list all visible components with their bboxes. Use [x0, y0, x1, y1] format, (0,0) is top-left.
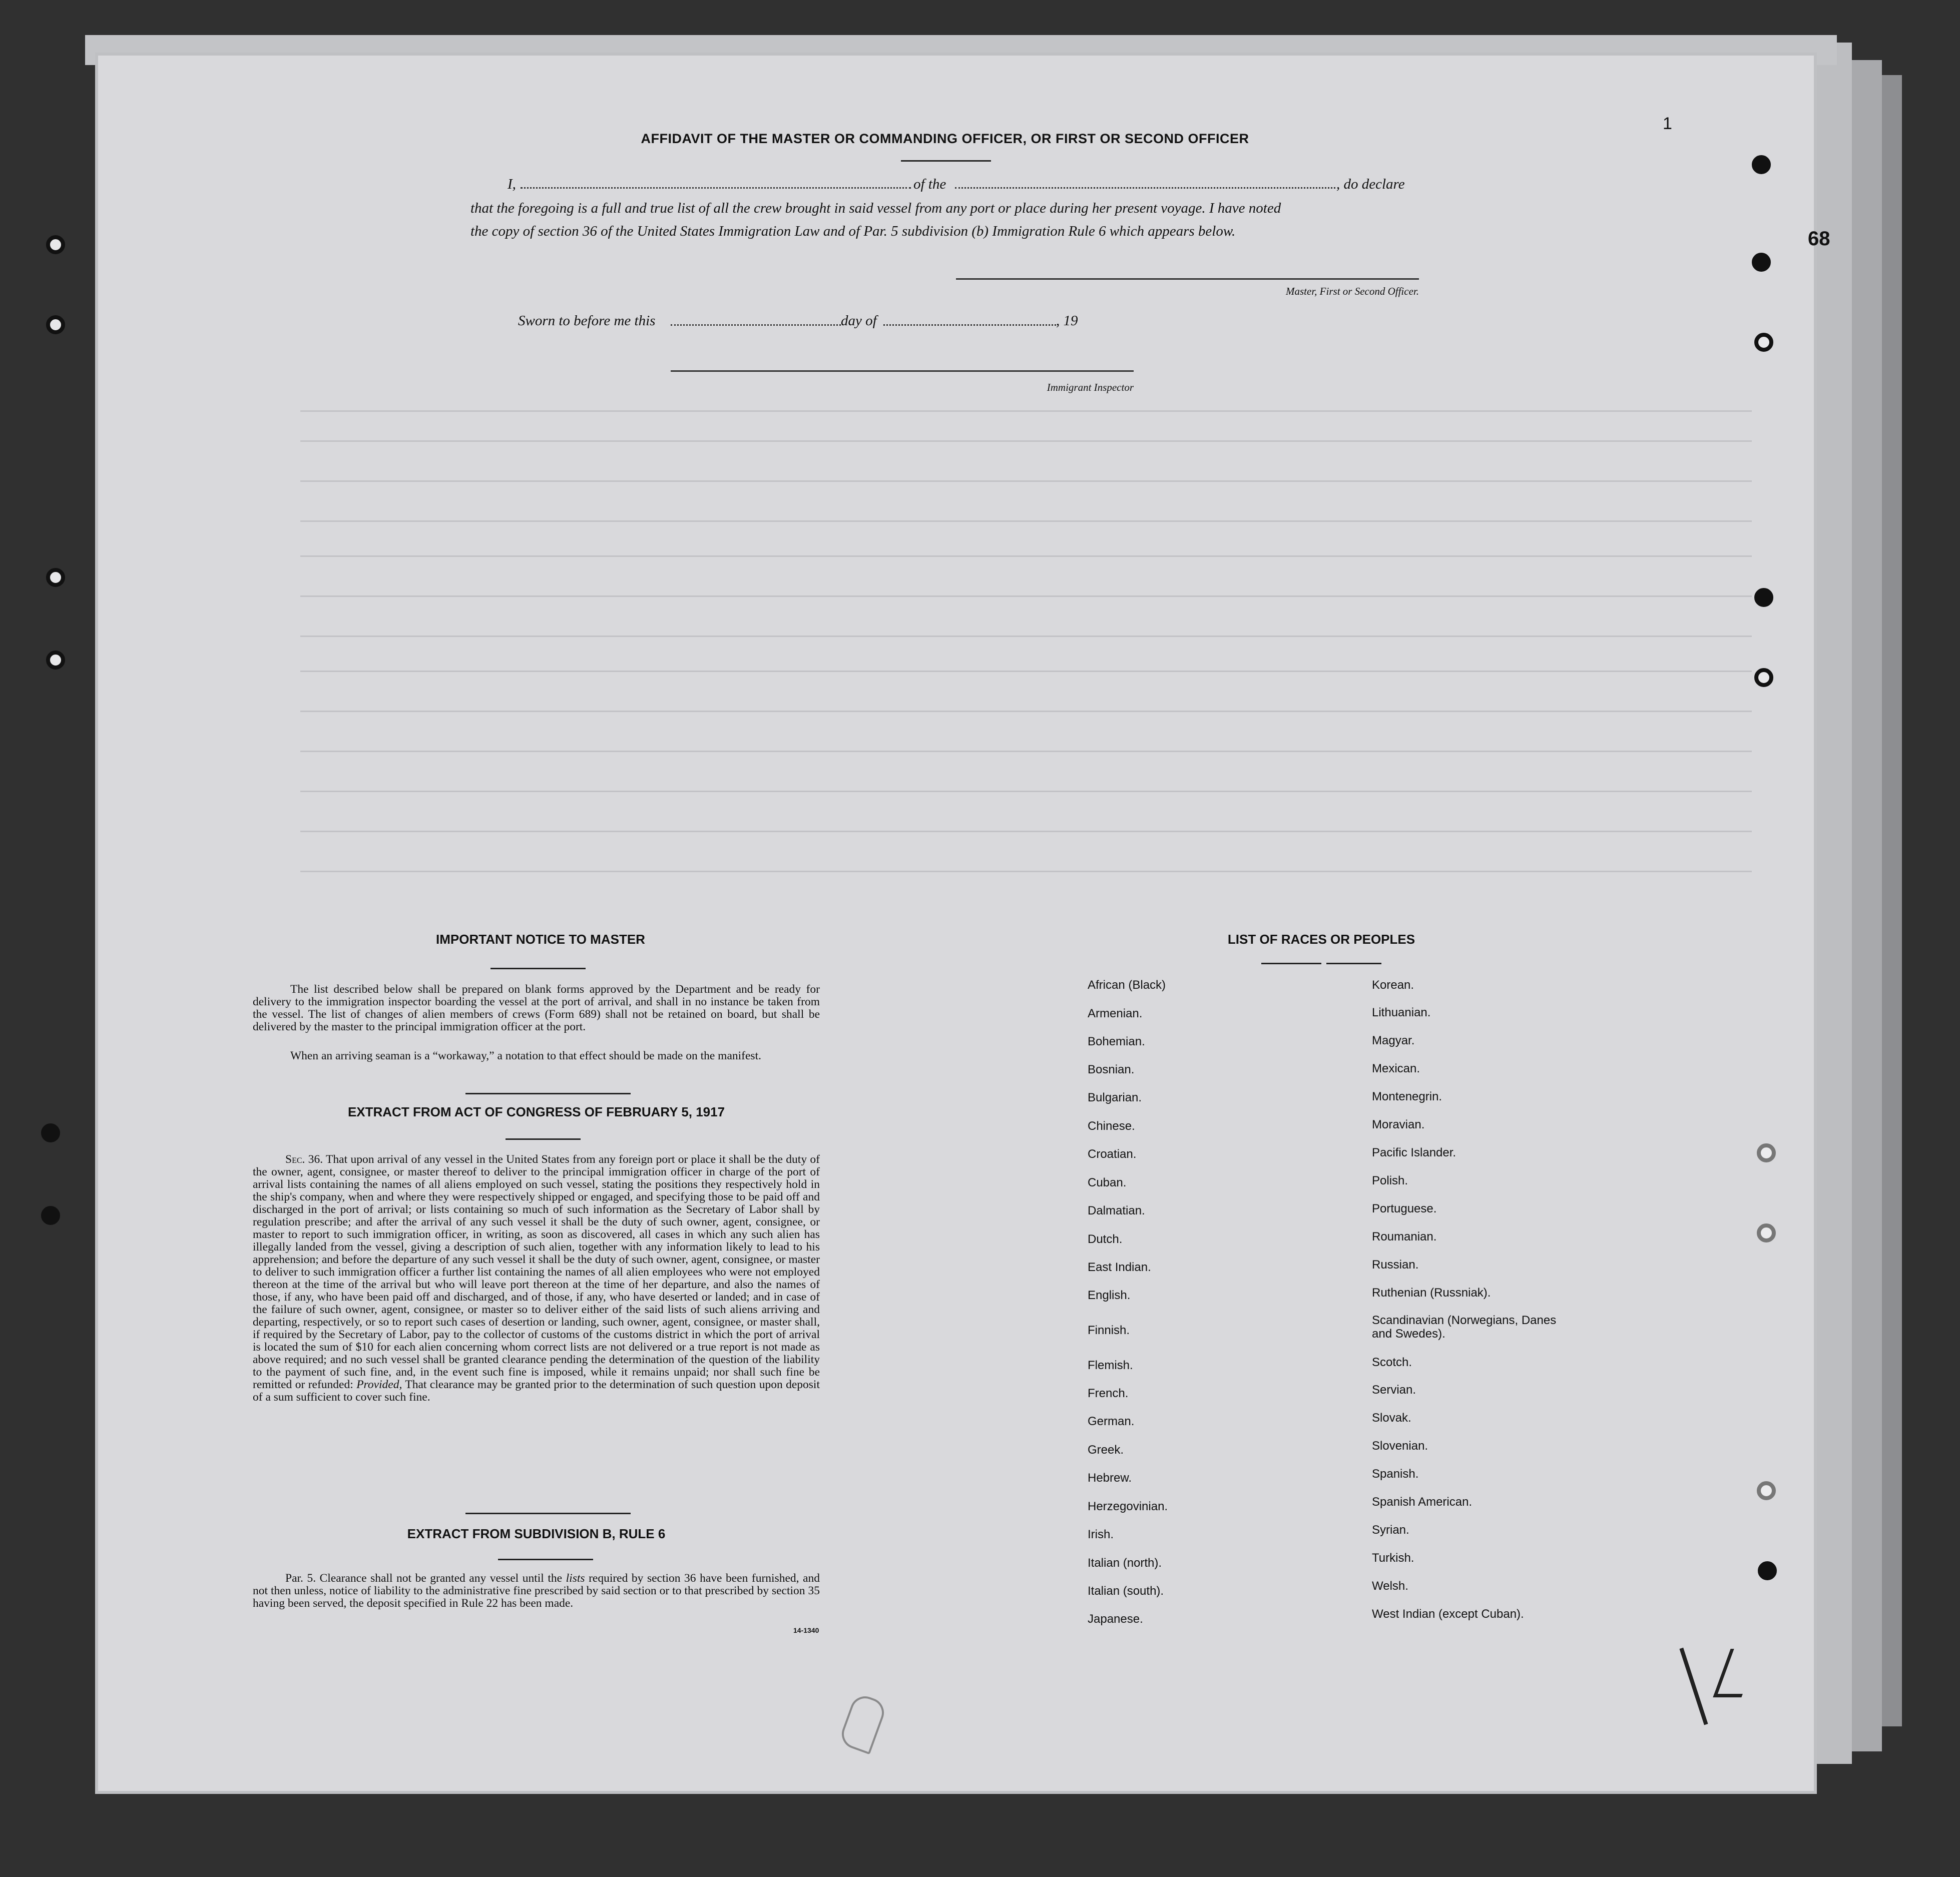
race-item: Pacific Islander. — [1372, 1146, 1456, 1159]
punch-hole — [46, 315, 65, 334]
vessel-blank[interactable] — [955, 187, 1335, 189]
ghost-row — [300, 711, 1752, 712]
punch-hole — [46, 235, 65, 254]
race-item: East Indian. — [1088, 1261, 1151, 1274]
race-item: Herzegovinian. — [1088, 1500, 1168, 1513]
punch-hole — [1754, 333, 1773, 352]
sworn-year: , 19 — [1056, 313, 1078, 329]
race-item: Ruthenian (Russniak). — [1372, 1286, 1491, 1300]
punch-hole — [1758, 1561, 1777, 1580]
race-item: Armenian. — [1088, 1007, 1143, 1020]
act-extract-end: That clearance may be granted prior to the determination of such question upon deposit of a sum sufficient to cover such fine. — [253, 1378, 820, 1404]
ghost-row — [300, 520, 1752, 522]
race-item: Servian. — [1372, 1383, 1416, 1397]
race-item: Finnish. — [1088, 1324, 1130, 1337]
sworn-day-of: day of — [841, 313, 877, 329]
race-item: Spanish. — [1372, 1467, 1419, 1481]
race-item: English. — [1088, 1289, 1131, 1302]
provided-word: Provided, — [356, 1378, 402, 1391]
punch-hole — [1757, 1481, 1776, 1500]
race-item: Roumanian. — [1372, 1230, 1437, 1243]
affidavit-declare: , do declare — [1336, 176, 1405, 192]
punch-hole — [1752, 155, 1771, 174]
edge-number: 68 — [1808, 228, 1830, 250]
sec-label: Sec. — [285, 1153, 305, 1166]
act-extract-underline — [506, 1138, 581, 1140]
affidavit-i: I, — [508, 176, 516, 192]
race-item: Cuban. — [1088, 1176, 1127, 1189]
sworn-month-blank[interactable] — [883, 324, 1056, 326]
affidavit-of-the: of the — [913, 176, 946, 192]
ghost-row — [300, 831, 1752, 832]
ghost-row — [300, 440, 1752, 442]
race-item: Japanese. — [1088, 1612, 1143, 1626]
race-item: Bohemian. — [1088, 1035, 1145, 1048]
notice-title: IMPORTANT NOTICE TO MASTER — [436, 932, 645, 947]
ghost-row — [300, 751, 1752, 752]
affidavit-line-2: that the foregoing is a full and true list of all the crew brought in said vessel from any port or place during her present voyage. I have noted — [470, 200, 1281, 216]
notice-paragraph-1: The list described below shall be prepared on blank forms approved by the Department and be ready for delivery to the immigration inspector boarding the vessel at the port of arrival, and shall in no instance be taken from the vessel. The list of changes of alien members of crews (Form 689) shall not be retained on board, but shall be delivered by the master to the principal immigration officer at the port. — [253, 983, 820, 1033]
notice-paragraph-2: When an arriving seaman is a “workaway,” a notation to that effect should be made on the manifest. — [290, 1049, 761, 1062]
form-number: 14-1340 — [793, 1626, 819, 1634]
notice-underline — [491, 968, 586, 969]
race-item: Scandinavian (Norwegians, Danes and Swedes). — [1372, 1314, 1557, 1341]
race-item: Moravian. — [1372, 1118, 1425, 1131]
inspector-label: Immigrant Inspector — [1047, 381, 1134, 393]
race-item: Irish. — [1088, 1528, 1114, 1541]
race-item: Dalmatian. — [1088, 1204, 1145, 1217]
race-item: Flemish. — [1088, 1359, 1133, 1372]
race-item: French. — [1088, 1387, 1129, 1400]
punch-hole — [46, 568, 65, 587]
race-item: Slovenian. — [1372, 1439, 1428, 1453]
race-item: Syrian. — [1372, 1523, 1409, 1537]
inspector-signature-line[interactable] — [671, 370, 1134, 372]
race-item: Italian (north). — [1088, 1556, 1162, 1570]
punch-hole — [1754, 588, 1773, 607]
punch-hole — [1754, 668, 1773, 687]
race-item: Greek. — [1088, 1443, 1124, 1457]
act-extract-body: 36. That upon arrival of any vessel in the United States from any foreign port or place it shall be the duty of the owner, agent, consignee, or master thereof to deliver to the principal immigration officer in charge of the port of arrival lists containing the names of all aliens employed on such vessel, stating the positions they respectively hold in the ship's company, when and where they were respectively shipped or engaged, and specifying those to be paid off and discharged in the port of arrival; or lists containing so much of such information as the Secretary of Labor shall by regulation prescribe; and after the arrival of any such vessel it shall be the duty of such owner, agent, consignee, or master to report to such immigration officer, in writing, as soon as discovered, all cases in which any such alien has illegally landed from the vessel, giving a description of such alien, together with any information likely to lead to his apprehension; and before the departure of any such vessel it shall be the duty of such owner, agent, consignee, or master to deliver to such immigration officer a further list containing the names of all alien employees who were not employed thereon at the time of the arrival but who will leave port thereon at the time of her departure, and also the names of those, if any, who have been paid off and discharged, and of those, if any, who have deserted or landed; and in case of the failure of such owner, agent, consignee, or master so to deliver either of the said lists of such aliens arriving and departing, respectively, or so to report such cases of desertion or landing, such owner, agent, consignee, or master shall, if required by the Secretary of Labor, pay to the collector of customs of the customs district in which the port of arrival is located the sum of $10 for each alien concerning whom correct lists are not delivered or a true report is not made as above required; and no such vessel shall be granted clearance pending the determination of the question of the liability to the payment of such fine, and, in the event such fine is imposed, while it remains unpaid; nor shall such fine be remitted or refunded: — [253, 1153, 820, 1391]
race-item: Russian. — [1372, 1258, 1419, 1272]
ghost-row — [300, 595, 1752, 597]
punch-hole — [41, 1206, 60, 1225]
affidavit-line-3: the copy of section 36 of the United States Immigration Law and of Par. 5 subdivision (b) Immigration Rule 6 which appears below. — [470, 223, 1236, 239]
race-item: German. — [1088, 1415, 1135, 1428]
act-extract-text — [253, 1153, 820, 1404]
page-edge-stack-2 — [1852, 60, 1882, 1751]
race-item: Welsh. — [1372, 1579, 1408, 1593]
ghost-row — [300, 871, 1752, 872]
rule-extract-text — [253, 1572, 820, 1610]
name-blank[interactable] — [521, 187, 911, 189]
separator-rule — [465, 1513, 631, 1514]
race-item: Polish. — [1372, 1174, 1408, 1187]
race-item: Bulgarian. — [1088, 1091, 1142, 1104]
race-item: Scotch. — [1372, 1356, 1412, 1369]
ghost-row — [300, 480, 1752, 482]
rule-extract-end: required by section 36 have been furnished, and not then unless, notice of liability to the administrative fine prescribed by said section or to that prescribed by section 35 having been served, the deposit specified in Rule 22 has been made. — [253, 1572, 820, 1610]
race-item: Chinese. — [1088, 1119, 1135, 1133]
ghost-row — [300, 410, 1752, 412]
punch-hole — [46, 651, 65, 670]
ghost-row — [300, 791, 1752, 792]
rule-extract-underline — [498, 1559, 593, 1560]
races-title: LIST OF RACES OR PEOPLES — [1227, 932, 1415, 947]
affidavit-title: AFFIDAVIT OF THE MASTER OR COMMANDING OFFICER, OR FIRST OR SECOND OFFICER — [641, 131, 1249, 146]
race-item: Portuguese. — [1372, 1202, 1437, 1215]
sworn-prefix: Sworn to before me this — [518, 313, 656, 329]
master-signature-line[interactable] — [956, 278, 1419, 280]
race-item: Montenegrin. — [1372, 1090, 1442, 1103]
race-item: Hebrew. — [1088, 1471, 1132, 1485]
ghost-row — [300, 636, 1752, 637]
ghost-row — [300, 555, 1752, 557]
page-number: 1 — [1663, 114, 1672, 133]
races-underline-2 — [1326, 963, 1381, 964]
race-item: Bosnian. — [1088, 1063, 1135, 1076]
sworn-day-blank[interactable] — [671, 324, 841, 326]
race-item: Korean. — [1372, 978, 1414, 992]
race-item: Mexican. — [1372, 1062, 1420, 1075]
races-underline — [1261, 963, 1321, 964]
race-item: Croatian. — [1088, 1147, 1137, 1161]
punch-hole — [1757, 1143, 1776, 1162]
lists-word: lists — [566, 1572, 585, 1585]
rule-extract-body: Par. 5. Clearance shall not be granted any vessel until the — [285, 1572, 566, 1585]
punch-hole — [1757, 1223, 1776, 1242]
title-underline — [901, 160, 991, 162]
race-item: Dutch. — [1088, 1232, 1123, 1246]
race-item: African (Black) — [1088, 978, 1166, 992]
separator-rule — [465, 1093, 631, 1094]
rule-extract-title: EXTRACT FROM SUBDIVISION B, RULE 6 — [407, 1526, 666, 1541]
race-item: Spanish American. — [1372, 1495, 1473, 1509]
page-edge-stack-3 — [1882, 75, 1902, 1726]
race-item: West Indian (except Cuban). — [1372, 1607, 1524, 1621]
master-signature-label: Master, First or Second Officer. — [1286, 285, 1419, 297]
race-item: Lithuanian. — [1372, 1006, 1431, 1019]
race-item: Turkish. — [1372, 1551, 1414, 1565]
act-extract-title: EXTRACT FROM ACT OF CONGRESS OF FEBRUARY 5, 1917 — [347, 1104, 725, 1119]
race-item: Italian (south). — [1088, 1584, 1164, 1598]
race-item: Magyar. — [1372, 1034, 1415, 1047]
punch-hole — [41, 1123, 60, 1142]
ghost-row — [300, 671, 1752, 672]
punch-hole — [1752, 253, 1771, 272]
race-item: Slovak. — [1372, 1411, 1411, 1425]
